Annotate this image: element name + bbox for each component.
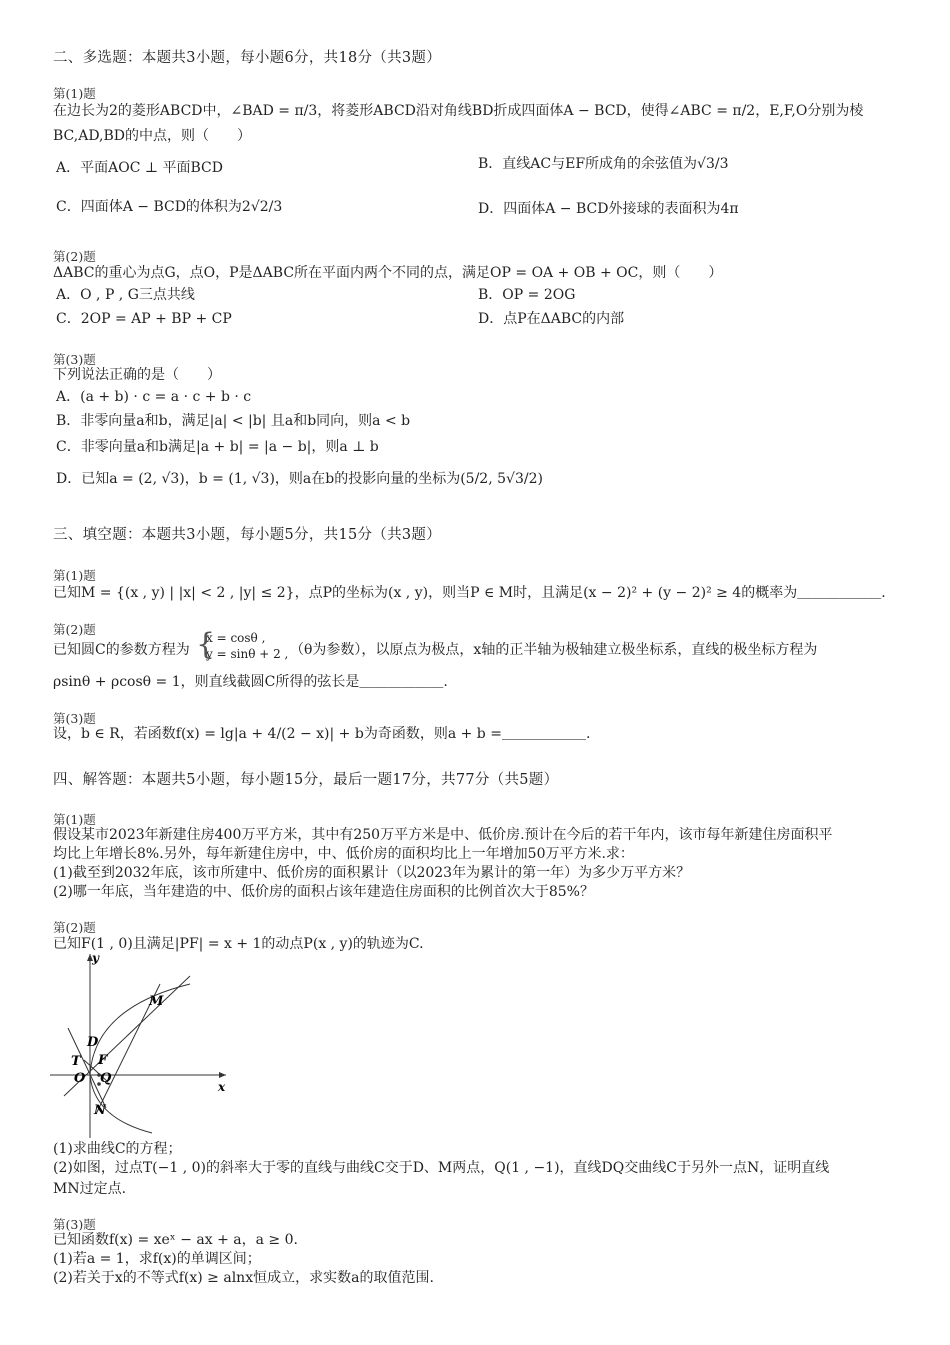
section-fill-blank: 三、填空题：本题共3小题，每小题5分，共15分（共3题） <box>53 527 442 543</box>
system-line: x = cosθ , <box>206 631 266 645</box>
sub-question: (1)求曲线C的方程； <box>53 1141 182 1157</box>
option-b: B．非零向量a和b，满足|a| < |b| 且a和b同向，则a < b <box>56 413 411 429</box>
point-n-label: N <box>94 1103 106 1118</box>
question-number: 第(2)题 <box>53 920 96 935</box>
question-number: 第(1)题 <box>53 812 96 827</box>
point-f-label: F <box>98 1053 108 1068</box>
point-d-label: D <box>87 1035 99 1050</box>
sub-question: (1)若a = 1，求f(x)的单调区间； <box>53 1251 261 1267</box>
question-number: 第(1)题 <box>53 568 96 583</box>
section-solve: 四、解答题：本题共5小题，每小题15分，最后一题17分，共77分（共5题） <box>53 772 559 788</box>
question-stem: 已知函数f(x) = xeˣ − ax + a，a ≥ 0. <box>53 1232 298 1248</box>
option-d: D．已知a = (2, √3)，b = (1, √3)，则a在b的投影向量的坐标为(5/2, 5√3/2) <box>56 471 543 487</box>
sub-question: (2)哪一年底，当年建造的中、低价房的面积占该年建造住房面积的比例首次大于85%？ <box>53 884 594 900</box>
sub-question: MN过定点. <box>53 1181 127 1197</box>
parametric-system <box>196 627 289 662</box>
option-c: C．四面体A − BCD的体积为2√2/3 <box>56 199 283 215</box>
option-b: B．OP = 2OG <box>478 287 576 303</box>
option-c: C．2OP = AP + BP + CP <box>56 311 232 327</box>
question-stem: 假设某市2023年新建住房400万平方米，其中有250万平方米是中、低价房.预计在今后的若干年内，该市每年新建住房面积平 <box>53 827 833 843</box>
point-q-label: Q <box>100 1071 112 1086</box>
option-a: A．O , P , G三点共线 <box>56 287 195 303</box>
question-stem: 在边长为2的菱形ABCD中，∠BAD = π/3，将菱形ABCD沿对角线BD折成四面体A − BCD，使得∠ABC = π/2，E,F,O分别为棱 <box>53 103 864 119</box>
question-stem: BC,AD,BD的中点，则（ ） <box>53 128 252 144</box>
question-stem: ρsinθ + ρcosθ = 1，则直线截圆C所得的弦长是＿＿＿＿＿＿. <box>53 674 448 690</box>
option-b: B．直线AC与EF所成角的余弦值为√3/3 <box>478 156 729 172</box>
y-axis-label: y <box>92 951 99 965</box>
question-number: 第(2)题 <box>53 622 96 637</box>
system-line: y = sinθ + 2 , <box>206 647 289 661</box>
sub-question: (2)如图，过点T(−1 , 0)的斜率大于零的直线与曲线C交于D、M两点，Q(1 , −1)，直线DQ交曲线C于另外一点N，证明直线 <box>53 1160 830 1176</box>
x-axis-arrow <box>219 1072 226 1078</box>
point-m-label: M <box>149 994 164 1009</box>
question-number: 第(2)题 <box>53 249 96 264</box>
point-t-label: T <box>71 1054 81 1069</box>
brace-glyph: { <box>196 627 216 662</box>
section-multi-choice: 二、多选题：本题共3小题，每小题6分，共18分（共3题） <box>53 50 442 66</box>
question-stem: 已知M = {(x , y) | |x| < 2 , |y| ≤ 2}，点P的坐标为(x , y)，则当P ∈ M时，且满足(x − 2)² + (y − 2)² ≥ 4的概率为＿＿＿＿＿＿. <box>53 585 886 601</box>
question-stem: 设，b ∈ R，若函数f(x) = lg|a + 4/(2 − x)| + b为奇函数，则a + b =＿＿＿＿＿＿. <box>53 726 591 742</box>
origin-label: O <box>74 1071 86 1086</box>
question-number: 第(3)题 <box>53 1217 96 1232</box>
option-a: A．(a + b) · c = a · c + b · c <box>56 389 252 405</box>
option-d: D．点P在ΔABC的内部 <box>478 311 625 327</box>
question-stem: 已知F(1 , 0)且满足|PF| = x + 1的动点P(x , y)的轨迹为C. <box>53 936 424 952</box>
question-stem: 已知圆C的参数方程为 <box>53 642 190 658</box>
question-stem: ΔABC的重心为点G，点O，P是ΔABC所在平面内两个不同的点，满足OP = OA + OB + OC，则（ ） <box>53 265 723 281</box>
question-number: 第(1)题 <box>53 86 96 101</box>
option-c: C．非零向量a和b满足|a + b| = |a − b|，则a ⊥ b <box>56 439 379 455</box>
question-number: 第(3)题 <box>53 352 96 367</box>
question-stem: 下列说法正确的是（ ） <box>53 367 221 383</box>
option-a: A．平面AOC ⊥ 平面BCD <box>56 160 223 176</box>
sub-question: (1)截至到2032年底，该市所建中、低价房的面积累计（以2023年为累计的第一年）为多少万平方米？ <box>53 865 691 881</box>
sub-question: (2)若关于x的不等式f(x) ≥ alnx恒成立，求实数a的取值范围. <box>53 1270 434 1286</box>
parabola-figure <box>50 948 240 1138</box>
question-stem: 均比上年增长8%.另外，每年新建住房中，中、低价房的面积均比上一年增加50万平方米.求： <box>53 846 634 862</box>
question-number: 第(3)题 <box>53 711 96 726</box>
option-d: D．四面体A − BCD外接球的表面积为4π <box>478 201 739 217</box>
x-axis-label: x <box>218 1080 226 1094</box>
question-stem: （θ为参数），以原点为极点，x轴的正半轴为极轴建立极坐标系，直线的极坐标方程为 <box>290 642 818 658</box>
